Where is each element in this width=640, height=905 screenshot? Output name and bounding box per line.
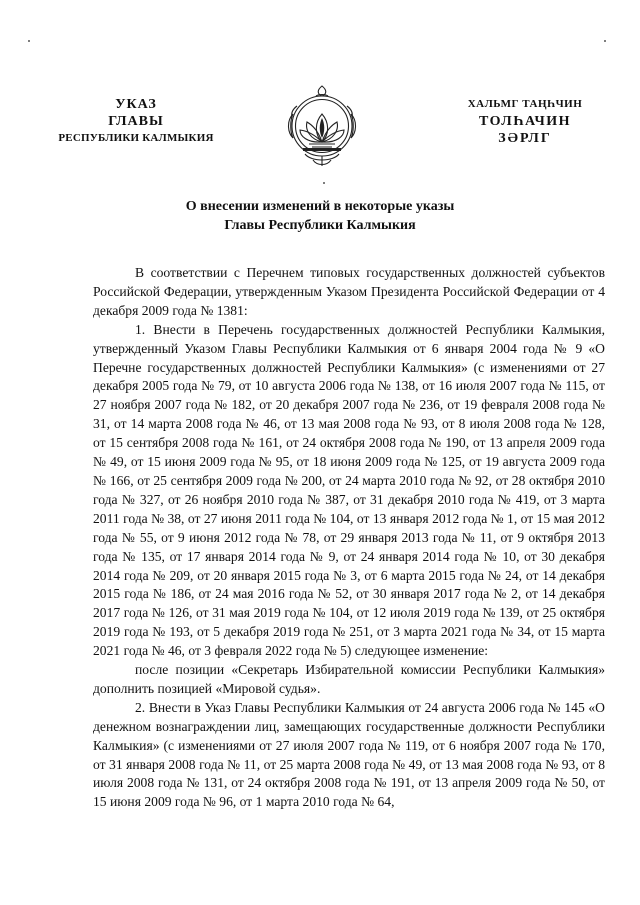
header-left-russian — [56, 96, 216, 147]
paragraph-item-1: 1. Внести в Перечень государственных должностей Республики Калмыкия, утвержденный Указом Главы Республики Калмыкия от 6 января 2004 года № 9 «О Перечне государственных должностей Республики Калмыкия» (с изменениями от 27 декабря 2005 года № 79, от 10 августа 2006 года № 138, от 16 июля 2007 года № 115, от 27 ноября 2007 года № 182, от 20 декабря 2007 года № 236, от 19 февраля 2008 года № 31, от 14 марта 2008 года № 46, от 13 мая 2008 года № 93, от 8 июля 2008 года № 128, от 15 сентября 2008 года № 161, от 24 октября 2008 года № 190, от 13 апреля 2009 года № 49, от 15 июня 2009 года № 95, от 18 июня 2009 года № 125, от 19 августа 2009 года № 166, от 25 сентября 2009 года № 200, от 24 марта 2010 года № 92, от 28 октября 2010 года № 327, от 26 ноября 2010 года № 387, от 31 декабря 2010 года № 419, от 3 марта 2011 года № 38, от 27 июня 2011 года № 104, от 13 января 2012 года № 1, от 15 мая 2012 года № 55, от 9 июня 2012 года № 78, от 29 января 2013 года № 11, от 9 октября 2013 года № 135, от 17 января 2014 года № 9, от 24 января 2014 года № 10, от 30 декабря 2014 года № 209, от 20 января 2015 года № 3, от 6 марта 2015 года № 24, от 14 декабря 2015 года № 186, от 24 мая 2016 года № 52, от 30 января 2017 года № 2, от 14 декабря 2017 года № 126, от 31 мая 2019 года № 104, от 12 июля 2019 года № 139, от 25 октября 2019 года № 193, от 5 декабря 2019 года № 251, от 3 марта 2021 года № 34, от 15 марта 2021 года № 46, от 3 февраля 2022 года № 5) следующее изменение: — [93, 321, 605, 659]
paragraph-item-1-change: после позиции «Секретарь Избирательной комиссии Республики Калмыкия» дополнить позицией «Мировой судья». — [93, 662, 605, 696]
header-right-line-3: ЗӘРЛГ — [498, 131, 552, 146]
scan-speck — [323, 182, 325, 184]
title-line-2: Главы Республики Калмыкия — [224, 218, 416, 233]
kalmykia-coat-of-arms-icon — [283, 82, 361, 168]
title-line-1: О внесении изменений в некоторые указы — [185, 199, 455, 214]
header-right-kalmyk — [450, 96, 600, 147]
paragraph-item-2: 2. Внести в Указ Главы Республики Калмыкия от 24 августа 2006 года № 145 «О денежном вознаграждении лиц, замещающих государственные должности Республики Калмыкия» (с изменениями от 27 июля 2007 года № 119, от 6 ноября 2007 года № 170, от 31 января 2008 года № 11, от 25 марта 2008 года № 49, от 13 мая 2008 года № 93, от 8 июля 2008 года № 131, от 24 октября 2008 года № 191, от 13 апреля 2009 года № 50, от 15 июня 2009 года № 96, от 1 марта 2010 года № 64, — [93, 699, 605, 810]
scan-speck — [28, 40, 30, 42]
header-left-line-2: ГЛАВЫ — [108, 114, 164, 129]
document-body — [93, 264, 605, 812]
header-left-line-3: РЕСПУБЛИКИ КАЛМЫКИЯ — [58, 132, 214, 144]
header-right-line-2: ТОЛҺАЧИН — [478, 114, 572, 129]
document-title — [120, 197, 520, 235]
header-right-line-1: ХАЛЬМГ ТАҢҺЧИН — [467, 98, 583, 110]
scan-speck — [604, 40, 606, 42]
paragraph-preamble: В соответствии с Перечнем типовых государственных должностей субъектов Российской Федерации, утвержденным Указом Президента Российской Федерации от 4 декабря 2009 года № 1381: — [93, 265, 605, 318]
header-left-line-1: УКАЗ — [115, 97, 157, 112]
